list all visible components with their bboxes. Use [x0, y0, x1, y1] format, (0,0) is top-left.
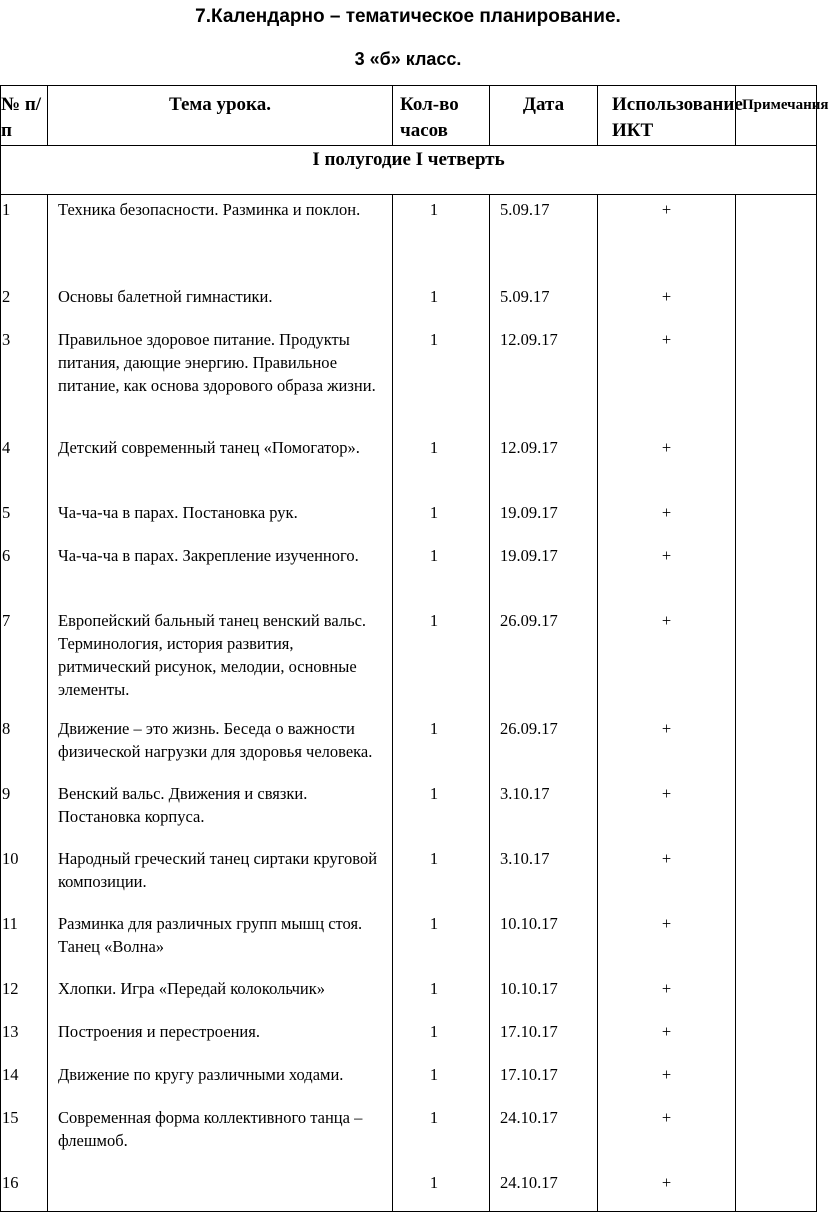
row-num: 1 [1, 195, 48, 282]
row-notes [736, 1103, 817, 1168]
row-topic: Современная форма коллективного танца – флешмоб. [48, 1103, 393, 1168]
row-ict: + [598, 1060, 736, 1103]
row-notes [736, 498, 817, 541]
table-row [1, 325, 817, 433]
row-notes [736, 606, 817, 714]
semester-label: I полугодие I четверть [1, 146, 817, 195]
header-num: № п/п [1, 86, 48, 146]
row-topic: Движение по кругу различными ходами. [48, 1060, 393, 1103]
table-row [1, 714, 817, 779]
row-hours: 1 [393, 541, 490, 606]
row-ict: + [598, 195, 736, 282]
header-hours: Кол-во часов [393, 86, 490, 146]
row-hours: 1 [393, 433, 490, 498]
row-ict: + [598, 779, 736, 844]
row-date: 17.10.17 [490, 1060, 598, 1103]
row-num: 5 [1, 498, 48, 541]
row-date: 24.10.17 [490, 1103, 598, 1168]
row-ict: + [598, 541, 736, 606]
row-hours: 1 [393, 1103, 490, 1168]
row-topic: Построения и перестроения. [48, 1017, 393, 1060]
row-topic: Европейский бальный танец венский вальс. Терминология, история развития, ритмический рисунок, мелодии, основные элементы. [48, 606, 393, 714]
row-notes [736, 282, 817, 325]
row-topic: Ча-ча-ча в парах. Постановка рук. [48, 498, 393, 541]
row-topic: Детский современный танец «Помогатор». [48, 433, 393, 498]
row-date: 3.10.17 [490, 844, 598, 909]
row-date: 19.09.17 [490, 541, 598, 606]
row-hours: 1 [393, 1017, 490, 1060]
row-hours: 1 [393, 779, 490, 844]
row-num: 6 [1, 541, 48, 606]
table-row [1, 1060, 817, 1103]
row-topic: Хлопки. Игра «Передай колокольчик» [48, 974, 393, 1017]
row-topic: Венский вальс. Движения и связки. Постановка корпуса. [48, 779, 393, 844]
table-row [1, 844, 817, 909]
row-notes [736, 974, 817, 1017]
lesson-plan-table [0, 85, 829, 1212]
row-notes [736, 844, 817, 909]
row-num: 4 [1, 433, 48, 498]
row-hours: 1 [393, 974, 490, 1017]
row-date: 12.09.17 [490, 325, 598, 433]
row-ict: + [598, 1103, 736, 1168]
row-num: 11 [1, 909, 48, 974]
row-date: 10.10.17 [490, 974, 598, 1017]
row-topic: Основы балетной гимнастики. [48, 282, 393, 325]
table-row [1, 1103, 817, 1168]
row-notes [736, 909, 817, 974]
row-notes [736, 1060, 817, 1103]
row-date: 10.10.17 [490, 909, 598, 974]
row-topic: Техника безопасности. Разминка и поклон. [48, 195, 393, 282]
row-topic: Ча-ча-ча в парах. Закрепление изученного. [48, 541, 393, 606]
row-num: 2 [1, 282, 48, 325]
row-date: 26.09.17 [490, 714, 598, 779]
row-date: 24.10.17 [490, 1168, 598, 1212]
row-ict: + [598, 714, 736, 779]
row-topic: Разминка для различных групп мышц стоя. Танец «Волна» [48, 909, 393, 974]
row-num: 13 [1, 1017, 48, 1060]
row-hours: 1 [393, 1168, 490, 1212]
semester-row [1, 146, 817, 195]
row-num: 9 [1, 779, 48, 844]
row-hours: 1 [393, 1060, 490, 1103]
row-ict: + [598, 433, 736, 498]
row-ict: + [598, 325, 736, 433]
header-topic: Тема урока. [48, 86, 393, 146]
row-ict: + [598, 498, 736, 541]
row-topic: Народный греческий танец сиртаки круговой композиции. [48, 844, 393, 909]
row-num: 15 [1, 1103, 48, 1168]
row-notes [736, 195, 817, 282]
row-ict: + [598, 974, 736, 1017]
row-hours: 1 [393, 844, 490, 909]
row-topic: Правильное здоровое питание. Продукты питания, дающие энергию. Правильное питание, как основа здорового образа жизни. [48, 325, 393, 433]
row-notes [736, 541, 817, 606]
row-notes [736, 1168, 817, 1212]
row-hours: 1 [393, 195, 490, 282]
class-label: 3 «б» класс. [354, 49, 462, 69]
row-num: 3 [1, 325, 48, 433]
table-row [1, 606, 817, 714]
table-row [1, 282, 817, 325]
table-row [1, 1168, 817, 1212]
row-date: 12.09.17 [490, 433, 598, 498]
row-date: 19.09.17 [490, 498, 598, 541]
row-notes [736, 714, 817, 779]
table-row [1, 1017, 817, 1060]
row-hours: 1 [393, 909, 490, 974]
row-date: 26.09.17 [490, 606, 598, 714]
row-topic [48, 1168, 393, 1212]
row-ict: + [598, 909, 736, 974]
row-date: 5.09.17 [490, 195, 598, 282]
document-title: 7.Календарно – тематическое планирование. [195, 6, 621, 27]
row-hours: 1 [393, 606, 490, 714]
row-topic: Движение – это жизнь. Беседа о важности физической нагрузки для здоровья человека. [48, 714, 393, 779]
row-date: 17.10.17 [490, 1017, 598, 1060]
row-num: 7 [1, 606, 48, 714]
row-date: 3.10.17 [490, 779, 598, 844]
table-row [1, 498, 817, 541]
row-hours: 1 [393, 714, 490, 779]
row-ict: + [598, 1168, 736, 1212]
row-num: 10 [1, 844, 48, 909]
row-ict: + [598, 606, 736, 714]
table-header-row [1, 86, 817, 146]
row-ict: + [598, 1017, 736, 1060]
row-num: 16 [1, 1168, 48, 1212]
row-notes [736, 1017, 817, 1060]
header-ict: Использование ИКТ [598, 86, 736, 146]
table-row [1, 909, 817, 974]
row-date: 5.09.17 [490, 282, 598, 325]
row-hours: 1 [393, 325, 490, 433]
table-row [1, 779, 817, 844]
row-hours: 1 [393, 282, 490, 325]
table-row [1, 195, 817, 282]
row-num: 12 [1, 974, 48, 1017]
row-ict: + [598, 282, 736, 325]
row-num: 14 [1, 1060, 48, 1103]
row-notes [736, 779, 817, 844]
row-hours: 1 [393, 498, 490, 541]
table-row [1, 541, 817, 606]
table-row [1, 974, 817, 1017]
table-row [1, 433, 817, 498]
header-date: Дата [490, 86, 598, 146]
row-notes [736, 325, 817, 433]
row-num: 8 [1, 714, 48, 779]
header-notes: Примечания [736, 86, 817, 146]
row-ict: + [598, 844, 736, 909]
row-notes [736, 433, 817, 498]
